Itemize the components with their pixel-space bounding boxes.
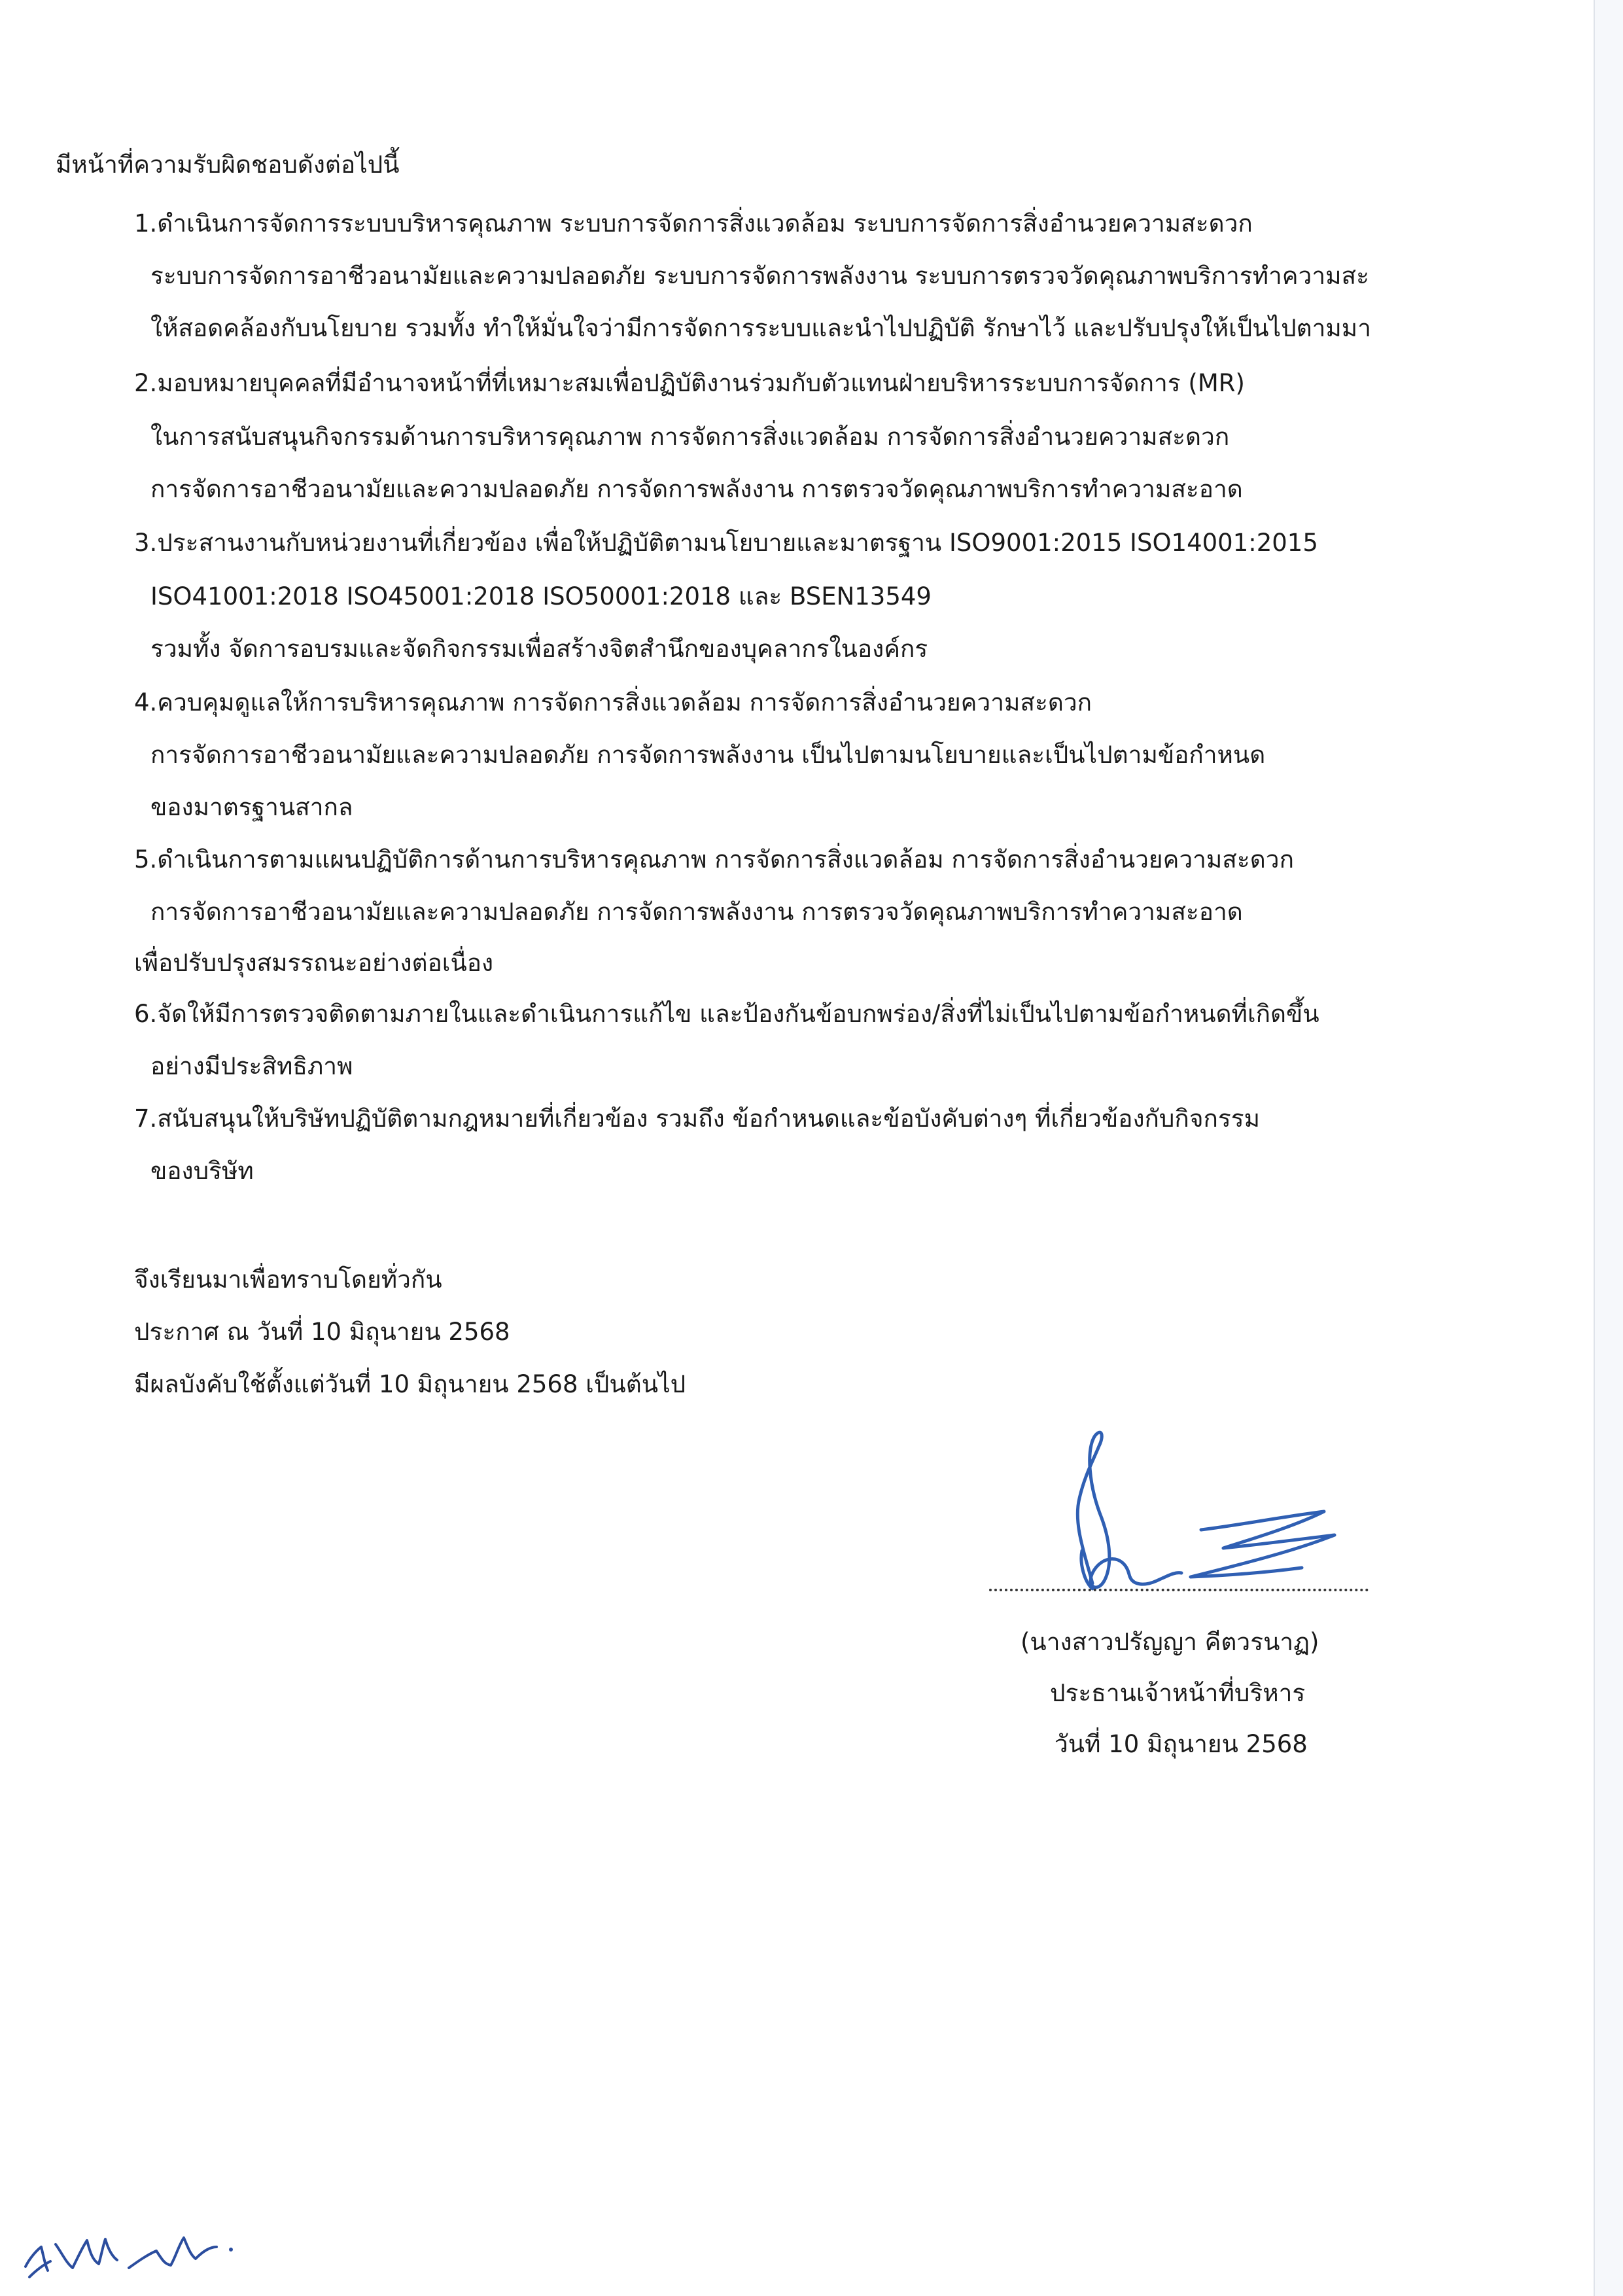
duty-7-line-2: ของบริษัท [150, 1157, 254, 1185]
duty-5-line-2: การจัดการอาชีวอนามัยและความปลอดภัย การจัดการพลังงาน การตรวจวัดคุณภาพบริการทำความสะอาด [150, 898, 1243, 926]
duty-6-line-2: อย่างมีประสิทธิภาพ [150, 1052, 353, 1080]
signatory-name: (นางสาวปรัญญา คีตวรนาฏ) [1021, 1628, 1319, 1656]
duty-4-line-2: การจัดการอาชีวอนามัยและความปลอดภัย การจัดการพลังงาน เป็นไปตามนโยบายและเป็นไปตามข้อกำหนด [150, 741, 1266, 769]
duty-2-line-2: ในการสนับสนุนกิจกรรมด้านการบริหารคุณภาพ การจัดการสิ่งแวดล้อม การจัดการสิ่งอำนวยความสะดวก [150, 423, 1230, 451]
effective-date: มีผลบังคับใช้ตั้งแต่วันที่ 10 มิถุนายน 2568 เป็นต้นไป [134, 1370, 686, 1398]
handwritten-initials-icon [16, 2225, 242, 2284]
scan-edge-margin [1595, 0, 1623, 2296]
duty-3-line-3: รวมทั้ง จัดการอบรมและจัดกิจกรรมเพื่อสร้างจิตสำนึกของบุคลากรในองค์กร [150, 635, 928, 663]
announcement-date: ประกาศ ณ วันที่ 10 มิถุนายน 2568 [134, 1318, 510, 1346]
signature-line [989, 1589, 1369, 1591]
closing-notice: จึงเรียนมาเพื่อทราบโดยทั่วกัน [134, 1265, 442, 1294]
signatory-title: ประธานเจ้าหน้าที่บริหาร [1050, 1679, 1306, 1707]
duty-5-line-3: เพื่อปรับปรุงสมรรถนะอย่างต่อเนื่อง [134, 949, 494, 977]
duty-6-line-1: 6.จัดให้มีการตรวจติดตามภายในและดำเนินการแก้ไข และป้องกันข้อบกพร่อง/สิ่งที่ไม่เป็นไปตามข้อกำหนดที่เกิดขึ้น [134, 1000, 1319, 1028]
duty-5-line-1: 5.ดำเนินการตามแผนปฏิบัติการด้านการบริหารคุณภาพ การจัดการสิ่งแวดล้อม การจัดการสิ่งอำนวยความสะดวก [134, 845, 1294, 874]
duty-4-line-1: 4.ควบคุมดูแลให้การบริหารคุณภาพ การจัดการสิ่งแวดล้อม การจัดการสิ่งอำนวยความสะดวก [134, 688, 1092, 716]
duty-1-line-2: ระบบการจัดการอาชีวอนามัยและความปลอดภัย ระบบการจัดการพลังงาน ระบบการตรวจวัดคุณภาพบริการทำความสะ [150, 262, 1369, 290]
duty-3-line-1: 3.ประสานงานกับหน่วยงานที่เกี่ยวข้อง เพื่อให้ปฏิบัติตามนโยบายและมาตรฐาน ISO9001:2015 ISO14001:2015 [134, 529, 1318, 557]
duty-1-line-3: ให้สอดคล้องกับนโยบาย รวมทั้ง ทำให้มั่นใจว่ามีการจัดการระบบและนำไปปฏิบัติ รักษาไว้ และปรับปรุงให้เป็นไปตามมา [150, 314, 1371, 342]
duty-4-line-3: ของมาตรฐานสากล [150, 793, 353, 821]
duty-3-line-2: ISO41001:2018 ISO45001:2018 ISO50001:2018 และ BSEN13549 [150, 582, 932, 610]
duty-7-line-1: 7.สนับสนุนให้บริษัทปฏิบัติตามกฎหมายที่เกี่ยวข้อง รวมถึง ข้อกำหนดและข้อบังคับต่างๆ ที่เกี่ยวข้องกับกิจกรรม [134, 1104, 1261, 1133]
handwritten-signature-icon [1047, 1426, 1348, 1603]
duty-2-line-1: 2.มอบหมายบุคคลที่มีอำนาจหน้าที่ที่เหมาะสมเพื่อปฏิบัติงานร่วมกับตัวแทนฝ่ายบริหารระบบการจัดการ (MR) [134, 369, 1245, 397]
duty-2-line-3: การจัดการอาชีวอนามัยและความปลอดภัย การจัดการพลังงาน การตรวจวัดคุณภาพบริการทำความสะอาด [150, 475, 1243, 503]
duty-1-line-1: 1.ดำเนินการจัดการระบบบริหารคุณภาพ ระบบการจัดการสิ่งแวดล้อม ระบบการจัดการสิ่งอำนวยความสะดวก [134, 209, 1253, 238]
signature-date: วันที่ 10 มิถุนายน 2568 [1055, 1730, 1308, 1758]
duties-intro: มีหน้าที่ความรับผิดชอบดังต่อไปนี้ [56, 150, 400, 179]
